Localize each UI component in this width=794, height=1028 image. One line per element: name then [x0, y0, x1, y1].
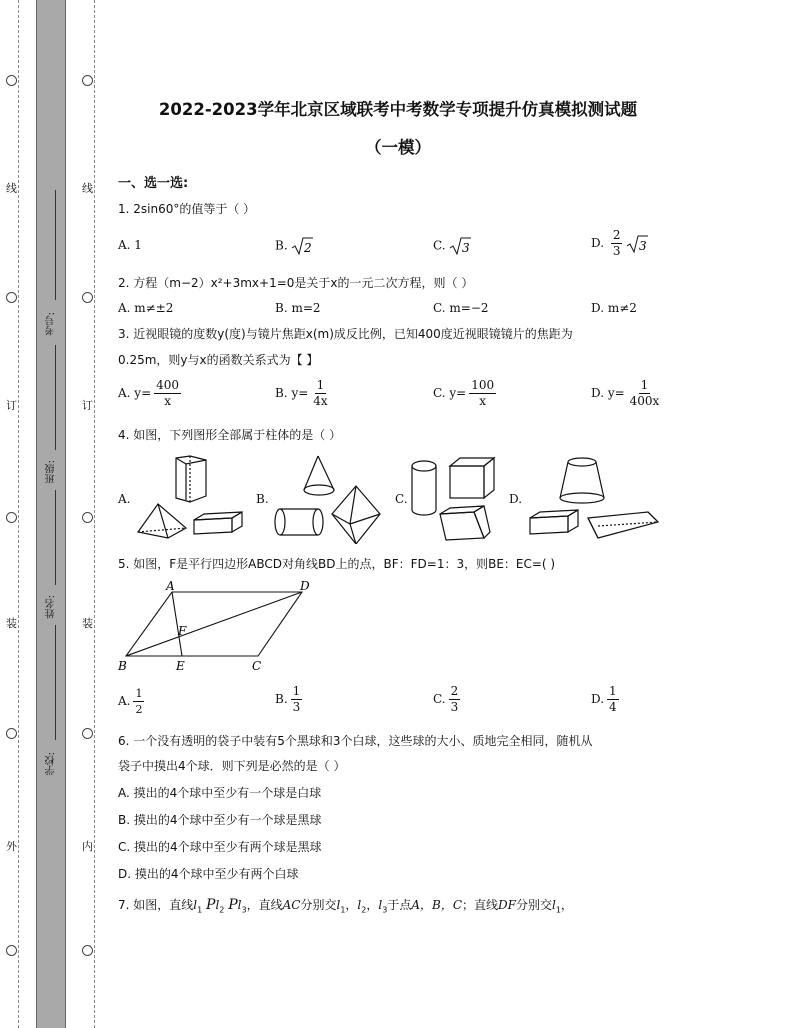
question-3-line1: 3. 近视眼镜的度数y(度)与镜片焦距x(m)成反比例，已知400度近视眼镜镜片的焦距为 [118, 327, 573, 341]
exam-number-field[interactable] [55, 190, 56, 300]
q6-option-d: D. 摸出的4个球中至少有两个白球 [118, 867, 299, 881]
sqrt-icon [626, 234, 648, 254]
question-4-stem: 4. 如图，下列图形全部属于柱体的是（ ） [118, 428, 342, 442]
q4-solids-figure [128, 452, 668, 544]
question-7-stem: 7. 如图，直线$l_1$ $Pl_2$ $Pl_3$，直线AC分别交$l_1$，$l_2$，$l_3$于点A，B，C；直线DF分别交$l_1$， [118, 897, 573, 915]
sqrt-icon [291, 236, 313, 256]
vertex-b-label: B [118, 659, 127, 672]
q1-b-radicand: 2 [304, 241, 313, 255]
outer-mark-line: 线 [6, 182, 17, 195]
outer-mark-ding: 订 [6, 399, 17, 412]
triangular-pyramid-icon [138, 504, 186, 538]
binding-hole-icon [82, 512, 93, 523]
q4-option-c: C. [395, 492, 408, 506]
label-school: 学校: [46, 752, 57, 776]
cuboid-icon [530, 510, 578, 534]
question-6-line2: 袋子中摸出4个球．则下列是必然的是（ ） [118, 759, 346, 773]
q1-option-c-label: C. [433, 238, 446, 253]
q1-option-c [433, 236, 471, 256]
cylinder-upright-icon [412, 461, 436, 515]
triangular-prism-icon [588, 512, 658, 538]
binding-hole-icon [82, 292, 93, 303]
inner-mark-nei: 内 [82, 840, 93, 853]
q3-option-d: D. y= $\frac{1}{400x}$ [591, 378, 660, 408]
q5-option-c: C. $\frac{2}{3}$ [433, 684, 459, 714]
inner-mark-line: 线 [82, 182, 93, 195]
name-field[interactable] [55, 490, 56, 585]
binding-hole-icon [6, 512, 17, 523]
binding-hole-icon [82, 75, 93, 86]
question-3-line2: 0.25m，则y与x的函数关系式为【 】 [118, 353, 319, 367]
question-2-stem: 2. 方程（m−2）x²+3mx+1=0是关于x的一元二次方程，则（ ） [118, 276, 474, 290]
q5-option-d: D. $\frac{1}{4}$ [591, 684, 617, 714]
question-6-line1: 6. 一个没有透明的袋子中装有5个黑球和3个白球，这些球的大小、质地完全相同，随机从 [118, 734, 593, 748]
vertex-d-label: D [300, 580, 310, 593]
q2-option-c: C. m=−2 [433, 301, 489, 315]
binding-hole-icon [82, 728, 93, 739]
q4-option-b: B. [256, 492, 269, 506]
q1-d-fraction: $\frac{2}{3}$ [612, 228, 621, 258]
class-field[interactable] [55, 345, 56, 450]
q1-option-d [591, 228, 648, 259]
outer-mark-wai: 外 [6, 840, 17, 853]
q3-option-a: A. y= $\frac{400}{x}$ [118, 378, 180, 408]
q1-option-b-label: B. [275, 238, 288, 253]
section-heading: 一、选一选: [118, 176, 189, 191]
q1-option-a: A. 1 [118, 238, 142, 252]
label-name: 姓名: [46, 595, 57, 619]
q6-option-b: B. 摸出的4个球中至少有一个球是黑球 [118, 813, 322, 827]
binding-hole-icon [6, 945, 17, 956]
gray-binding-strip [36, 0, 66, 1028]
label-exam-number: 考号: [46, 312, 57, 336]
inner-dashed-line [94, 0, 95, 1028]
q1-c-radicand: 3 [462, 241, 471, 255]
q1-d-radicand: 3 [639, 238, 647, 253]
q2-option-a: A. m≠±2 [118, 301, 174, 315]
vertex-c-label: C [252, 659, 262, 672]
q3-option-c: C. y= $\frac{100}{x}$ [433, 378, 495, 408]
binding-margin [0, 0, 110, 1028]
outer-dashed-line [18, 0, 19, 1028]
q5-option-a: A. $\frac{1}{2}$ [118, 687, 143, 716]
q6-option-a: A. 摸出的4个球中至少有一个球是白球 [118, 786, 322, 800]
q4-option-a: A. [118, 492, 131, 506]
hexagonal-prism-icon [176, 456, 206, 502]
q3-option-b: B. y= $\frac{1}{4x}$ [275, 378, 328, 408]
binding-hole-icon [6, 75, 17, 86]
q2-option-d: D. m≠2 [591, 301, 637, 315]
page-subtitle: （一模） [365, 138, 431, 157]
cone-icon [304, 456, 334, 495]
inner-mark-ding: 订 [82, 399, 93, 412]
parallelogram-figure [116, 580, 324, 672]
frustum-icon [560, 458, 604, 503]
sqrt-icon [449, 236, 471, 256]
page-title: 2022-2023学年北京区域联考中考数学专项提升仿真模拟测试题 [158, 100, 638, 119]
binding-hole-icon [6, 292, 17, 303]
question-1-stem: 1. 2sin60°的值等于（ ） [118, 202, 256, 216]
vertex-e-label: E [176, 659, 185, 672]
binding-hole-icon [82, 945, 93, 956]
q2-option-b: B. m=2 [275, 301, 321, 315]
q4-option-d: D. [509, 492, 523, 506]
q1-option-d-label: D. [591, 236, 605, 250]
cube-icon [450, 458, 494, 498]
label-class: 班级: [46, 460, 57, 484]
inner-mark-zhuang: 装 [82, 617, 93, 630]
binding-hole-icon [6, 728, 17, 739]
slanted-prism-icon [440, 506, 490, 540]
cuboid-icon [194, 512, 242, 534]
cylinder-icon [275, 509, 323, 535]
q6-option-c: C. 摸出的4个球中至少有两个球是黑球 [118, 840, 322, 854]
q5-option-b: B. $\frac{1}{3}$ [275, 684, 301, 714]
school-field[interactable] [55, 625, 56, 740]
question-5-stem: 5. 如图，F是平行四边形ABCD对角线BD上的点，BF：FD=1：3，则BE：EC=( ) [118, 557, 556, 571]
outer-mark-zhuang: 装 [6, 617, 17, 630]
q1-option-b [275, 236, 313, 256]
vertex-f-label: F [178, 624, 187, 638]
vertex-a-label: A [166, 580, 175, 593]
octahedron-icon [332, 486, 380, 544]
